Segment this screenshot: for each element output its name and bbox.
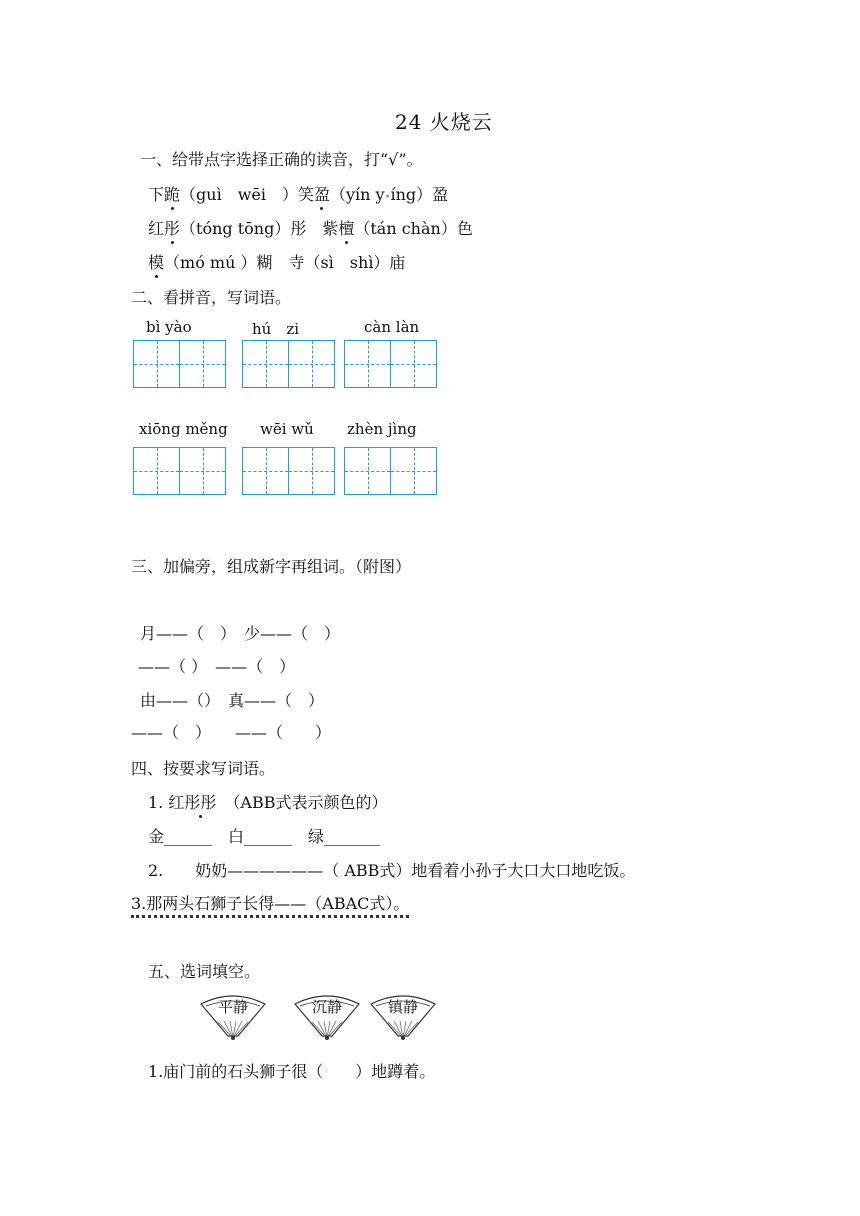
pinyin-label: zhèn jìng — [347, 420, 417, 438]
section1-line2: 红彤（tóng tōng）彤 紫檀（tán chàn）色 — [148, 216, 473, 239]
section4-item3: 3.那两头石狮子长得——（ABAC式）。 — [131, 891, 409, 918]
fan-word: 平静 — [217, 998, 248, 1016]
pinyin-label: wēi wǔ — [260, 420, 314, 438]
grid-cell[interactable] — [242, 447, 289, 495]
dotted-char: 檀 — [338, 216, 354, 239]
dotted-char: 彤 — [164, 216, 180, 239]
writing-grid[interactable] — [344, 447, 437, 495]
section3-line2: ——（ ） ——（ ） — [138, 657, 296, 676]
grid-cell[interactable] — [390, 447, 437, 495]
writing-grid[interactable] — [133, 340, 226, 388]
word-fan[interactable] — [368, 994, 438, 1042]
section5-heading: 五、选词填空。 — [148, 962, 261, 981]
dotted-char: 模 — [148, 250, 164, 273]
grid-cell[interactable] — [288, 447, 335, 495]
fan-word: 沉静 — [311, 998, 342, 1016]
section2-heading: 二、看拼音，写词语。 — [131, 288, 292, 307]
writing-grid[interactable] — [242, 447, 335, 495]
section4-item1-blanks: 金______ 白______ 绿_______ — [148, 827, 381, 846]
section3-line1: 月——（ ） 少——（ ） — [140, 624, 341, 643]
grid-cell[interactable] — [179, 340, 226, 388]
writing-grid[interactable] — [344, 340, 437, 388]
pinyin-label: hú zi — [252, 320, 300, 338]
section4-item1: 1. 红彤彤 （ABB式表示颜色的） — [148, 790, 387, 813]
section1-line3: 模（mó mú ）糊 寺（sì shì）庙 — [148, 250, 405, 273]
word-fan[interactable] — [198, 994, 268, 1042]
grid-cell[interactable] — [288, 340, 335, 388]
section3-line3: 由——（） 真——（ ） — [140, 691, 325, 710]
grid-cell[interactable] — [133, 340, 180, 388]
section1-line1: 下跪（guì wēi ）笑盈（yín y•íng）盈 — [148, 182, 448, 205]
dotted-word: 彤彤 — [184, 790, 216, 813]
pinyin-label: xiōng měng — [139, 420, 228, 438]
grid-cell[interactable] — [133, 447, 180, 495]
grid-cell[interactable] — [390, 340, 437, 388]
grid-cell[interactable] — [179, 447, 226, 495]
grid-cell[interactable] — [344, 447, 391, 495]
section1-heading: 一、给带点字选择正确的读音，打“√”。 — [140, 150, 423, 169]
writing-grid[interactable] — [133, 447, 226, 495]
page-title: 24 火烧云 — [395, 110, 493, 134]
section5-item1: 1.庙门前的石头狮子很（ ）地蹲着。 — [148, 1062, 436, 1081]
section4-heading: 四、按要求写词语。 — [131, 759, 276, 778]
grid-cell[interactable] — [242, 340, 289, 388]
pinyin-label: bì yào — [146, 318, 192, 336]
writing-grid[interactable] — [242, 340, 335, 388]
pinyin-label: càn làn — [364, 318, 420, 336]
dotted-char: 盈 — [314, 182, 330, 205]
section3-line4: ——（ ） ——（ ） — [131, 723, 332, 742]
word-fan[interactable] — [292, 994, 362, 1042]
section3-heading: 三、加偏旁，组成新字再组词。（附图） — [131, 557, 412, 576]
fan-word: 镇静 — [387, 998, 418, 1016]
section4-item2: 2. 奶奶——————（ ABB式）地看着小孙子大口大口地吃饭。 — [148, 861, 636, 880]
green-dot-mark: • — [384, 192, 391, 203]
grid-cell[interactable] — [344, 340, 391, 388]
dotted-char: 跪 — [164, 182, 180, 205]
